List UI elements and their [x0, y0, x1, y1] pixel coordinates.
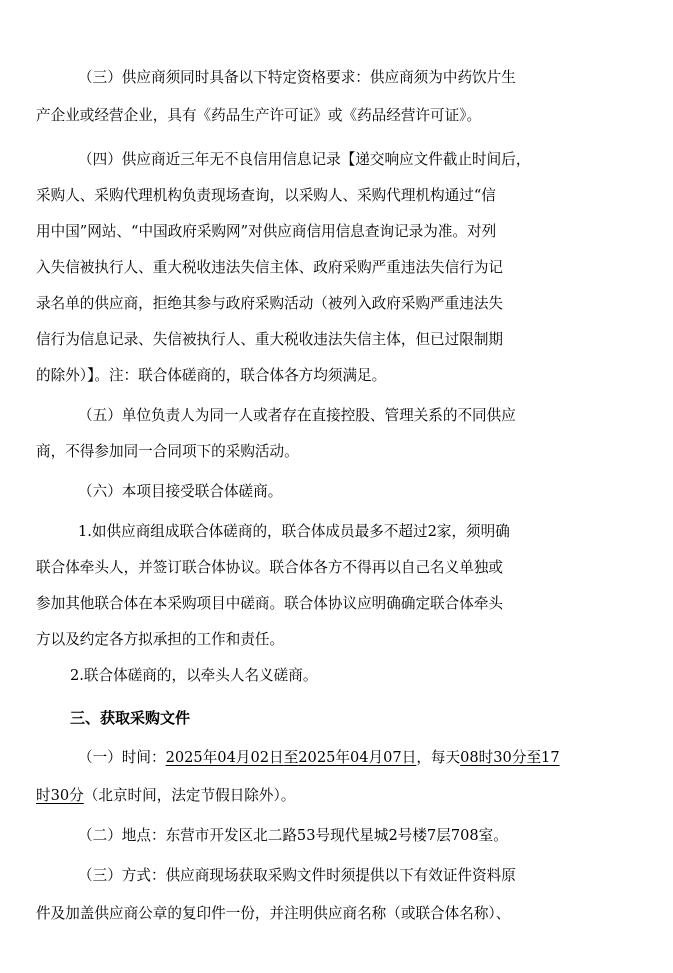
time-label: （一）时间：	[78, 749, 166, 766]
location-label: （二）地点：	[78, 827, 166, 844]
line-wrapper	[0, 592, 673, 616]
time-separator: 至	[526, 749, 542, 766]
consortium-item-1	[0, 520, 673, 544]
line-wrapper	[0, 292, 673, 316]
text-line: 信行为信息记录、失信被执行人、重大税收违法失信主体，但已过限制期	[36, 331, 504, 348]
line-wrapper	[0, 256, 673, 280]
text-line: 联合体牵头人，并签订联合体协议。联合体各方不得再以自己名义单独或	[36, 559, 504, 576]
text-line: 入失信被执行人、重大税收违法失信主体、政府采购严重违法失信行为记	[36, 259, 504, 276]
qualification-paragraph	[0, 66, 673, 90]
text-line: 采购人、采购代理机构负责现场查询，以采购人、采购代理机构通过“信	[36, 187, 496, 204]
text-line: 方以及约定各方拟承担的工作和责任。	[36, 631, 285, 648]
time-suffix: （北京时间，法定节假日除外）。	[83, 787, 296, 804]
location-line	[0, 824, 673, 848]
text-line: 2.联合体磋商的，以牵头人名义磋商。	[70, 667, 318, 684]
line-wrapper	[0, 902, 673, 926]
line-wrapper	[0, 328, 673, 352]
line-wrapper	[0, 440, 673, 464]
end-time-minute: 时30分	[36, 787, 84, 804]
section-heading-text: 三、获取采购文件	[70, 709, 191, 727]
address: 东营市开发区北二路53号现代星城2号楼7层708室	[165, 827, 494, 844]
line-wrapper	[0, 364, 673, 388]
section-heading	[0, 706, 673, 730]
end-date: 2025年04月07日	[298, 749, 417, 766]
text-line: （四）供应商近三年无不良信用信息记录【递交响应文件截止时间后，	[78, 151, 531, 168]
time-line	[0, 746, 673, 770]
line-wrapper	[0, 784, 673, 808]
text-line: 件及加盖供应商公章的复印件一份，并注明供应商名称（或联合体名称）、	[36, 905, 511, 922]
text-line: 用中国”网站、“中国政府采购网”对供应商信用信息查询记录为准。对列	[36, 223, 497, 240]
unit-head-paragraph	[0, 404, 673, 428]
date-separator: 至	[283, 749, 299, 766]
line-wrapper	[0, 104, 673, 128]
text-line: 产企业或经营企业，具有《药品生产许可证》或《药品经营许可证》。	[36, 107, 482, 124]
end-time-hour: 17	[541, 749, 560, 766]
text-line: 参加其他联合体在本采购项目中磋商。联合体协议应明确确定联合体牵头	[36, 595, 504, 612]
start-date: 2025年04月02日	[165, 749, 284, 766]
line-wrapper	[0, 628, 673, 652]
text-line: 1.如供应商组成联合体磋商的，联合体成员最多不超过2家，须明确	[78, 523, 510, 540]
credit-paragraph	[0, 148, 673, 172]
text-line: （六）本项目接受联合体磋商。	[78, 483, 283, 500]
line-wrapper	[0, 184, 673, 208]
start-time: 08时30分	[460, 749, 527, 766]
text-line: 录名单的供应商，拒绝其参与政府采购活动（被列入政府采购严重违法失	[36, 295, 504, 312]
line-wrapper	[0, 220, 673, 244]
consortium-item-2	[0, 664, 673, 688]
daily-prefix: ，每天	[416, 749, 461, 766]
address-end: 。	[493, 827, 508, 844]
text-line: （五）单位负责人为同一人或者存在直接控股、管理关系的不同供应	[78, 407, 516, 424]
text-line: （三）供应商须同时具备以下特定资格要求：供应商须为中药饮片生	[78, 69, 516, 86]
line-wrapper	[0, 556, 673, 580]
consortium-paragraph	[0, 480, 673, 504]
method-paragraph	[0, 864, 673, 888]
text-line: 商，不得参加同一合同项下的采购活动。	[36, 443, 299, 460]
text-line: （三）方式：供应商现场获取采购文件时须提供以下有效证件资料原	[78, 867, 516, 884]
text-line: 的除外）】。注：联合体磋商的，联合体各方均须满足。	[36, 367, 387, 384]
